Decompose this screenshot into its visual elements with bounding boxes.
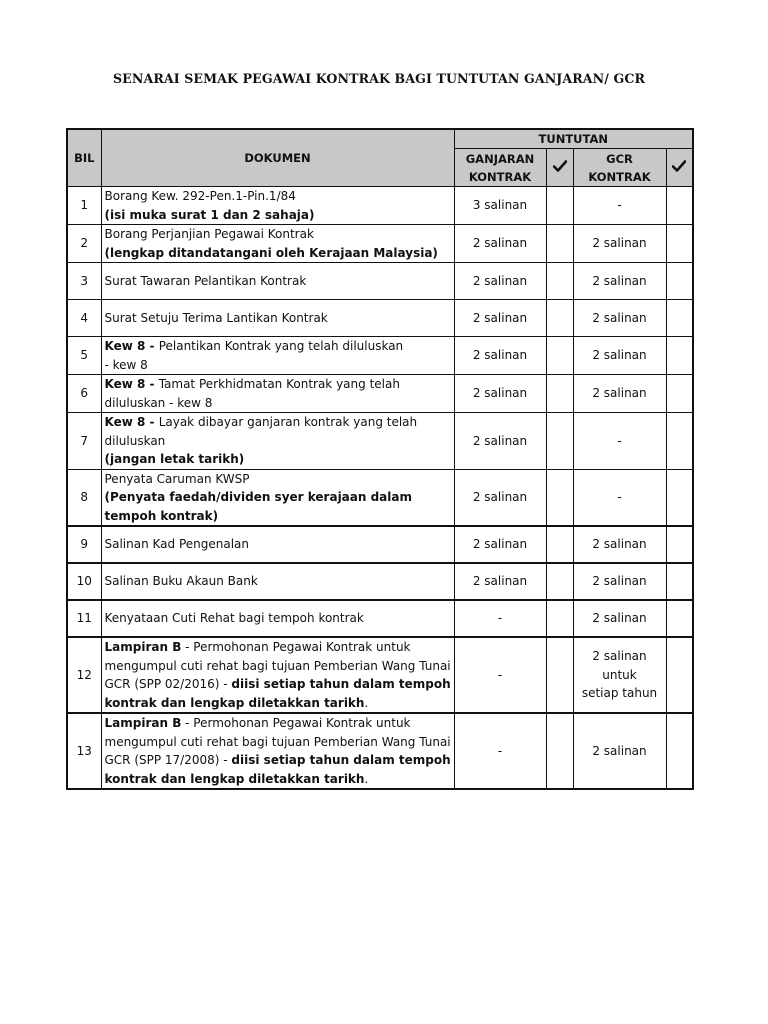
document-text-bold: (jangan letak tarikh) [104, 452, 245, 466]
gcr-copies-line: untuk [602, 667, 637, 682]
gcr-checkbox-cell[interactable] [666, 413, 693, 470]
table-row [67, 375, 693, 413]
document-text-bold: diisi setiap tahun dalam tempoh kontrak dan lengkap diletakkan tarikh [104, 753, 451, 786]
document-description [101, 563, 454, 600]
ganjaran-checkbox-cell[interactable] [546, 713, 573, 789]
document-description [101, 526, 454, 563]
gcr-copies: - [573, 413, 666, 470]
row-number: 4 [67, 300, 101, 337]
gcr-checkbox-cell[interactable] [666, 187, 693, 225]
document-text: Borang Kew. 292-Pen.1-Pin.1/84 [104, 189, 296, 203]
table-row [67, 337, 693, 375]
document-text: Penyata Caruman KWSP [104, 471, 250, 486]
gcr-copies-line: 2 salinan [592, 649, 647, 664]
gcr-copies: - [573, 187, 666, 225]
row-number: 1 [67, 187, 101, 225]
header-tuntutan: TUNTUTAN [454, 129, 693, 149]
document-text-bold: (isi muka surat 1 dan 2 sahaja) [104, 207, 315, 222]
document-description [101, 300, 454, 337]
document-text: Tamat Perkhidmatan Kontrak yang telah [158, 377, 400, 391]
gcr-checkbox-cell[interactable] [666, 713, 693, 789]
ganjaran-copies: - [454, 713, 546, 789]
document-description [101, 263, 454, 300]
row-number: 7 [67, 413, 101, 470]
document-text-bold: Lampiran B [104, 716, 182, 730]
document-text: - Permohonan Pegawai Kontrak untuk mengumpul cuti rehat bagi tujuan Pemberian Wang Tunai GCR (SPP 17/2008) - [104, 716, 451, 767]
row-number: 9 [67, 526, 101, 563]
document-description [101, 469, 454, 526]
gcr-checkbox-cell[interactable] [666, 225, 693, 263]
ganjaran-copies: 2 salinan [454, 300, 546, 337]
gcr-checkbox-cell[interactable] [666, 637, 693, 713]
row-number: 3 [67, 263, 101, 300]
ganjaran-checkbox-cell[interactable] [546, 187, 573, 225]
document-text-bold: Lampiran B [104, 640, 182, 654]
document-text: Pelantikan Kontrak yang telah diluluskan [158, 339, 404, 353]
document-description [101, 600, 454, 637]
header-dokumen: DOKUMEN [101, 129, 454, 187]
header-ganjaran-kontrak [454, 149, 546, 187]
document-text: diluluskan - kew 8 [104, 395, 213, 410]
document-text-bold: Kew 8 - [104, 377, 159, 391]
gcr-checkbox-cell[interactable] [666, 263, 693, 300]
ganjaran-checkbox-cell[interactable] [546, 526, 573, 563]
gcr-copies: 2 salinan [573, 713, 666, 789]
checkmark-icon [553, 160, 567, 175]
ganjaran-checkbox-cell[interactable] [546, 225, 573, 263]
ganjaran-checkbox-cell[interactable] [546, 263, 573, 300]
document-description [101, 187, 454, 225]
gcr-copies: 2 salinan [573, 263, 666, 300]
document-description [101, 413, 454, 470]
ganjaran-copies: 2 salinan [454, 526, 546, 563]
row-number: 11 [67, 600, 101, 637]
row-number: 12 [67, 637, 101, 713]
row-number: 13 [67, 713, 101, 789]
header-gcr-kontrak: GCR KONTRAK [573, 149, 666, 187]
gcr-checkbox-cell[interactable] [666, 469, 693, 526]
row-number: 8 [67, 469, 101, 526]
table-row [67, 637, 693, 713]
document-text: Borang Perjanjian Pegawai Kontrak [104, 227, 314, 241]
row-number: 5 [67, 337, 101, 375]
ganjaran-copies: 2 salinan [454, 469, 546, 526]
page-title: SENARAI SEMAK PEGAWAI KONTRAK BAGI TUNTUTAN GANJARAN/ GCR [112, 71, 646, 86]
row-number: 6 [67, 375, 101, 413]
document-description [101, 713, 454, 789]
document-text-bold: (Penyata faedah/dividen syer kerajaan dalam tempoh kontrak) [104, 490, 412, 523]
header-ganjaran-line1: GANJARAN [465, 151, 535, 166]
checklist-table [66, 128, 694, 790]
gcr-copies: 2 salinan [573, 375, 666, 413]
document-text: Salinan Kad Pengenalan [104, 537, 250, 552]
document-text: - kew 8 [104, 357, 148, 372]
ganjaran-checkbox-cell[interactable] [546, 413, 573, 470]
checkmark-icon [672, 160, 686, 175]
ganjaran-checkbox-cell[interactable] [546, 375, 573, 413]
header-ganjaran-line2: KONTRAK [468, 169, 532, 184]
table-row [67, 713, 693, 789]
ganjaran-copies: - [454, 600, 546, 637]
ganjaran-checkbox-cell[interactable] [546, 563, 573, 600]
gcr-checkbox-cell[interactable] [666, 526, 693, 563]
document-text-bold: Kew 8 - [104, 415, 159, 429]
document-text: Surat Tawaran Pelantikan Kontrak [104, 273, 307, 288]
document-description [101, 337, 454, 375]
table-row [67, 526, 693, 563]
table-row [67, 563, 693, 600]
gcr-copies-line: setiap tahun [581, 686, 658, 701]
document-description [101, 225, 454, 263]
table-row [67, 600, 693, 637]
gcr-copies: - [573, 469, 666, 526]
document-text: Salinan Buku Akaun Bank [104, 574, 258, 589]
gcr-copies: 2 salinan [573, 563, 666, 600]
gcr-copies: 2 salinan [573, 337, 666, 375]
document-text-bold: (lengkap ditandatangani oleh Kerajaan Malaysia) [104, 245, 438, 260]
row-number: 2 [67, 225, 101, 263]
document-text: Kenyataan Cuti Rehat bagi tempoh kontrak [104, 611, 364, 626]
ganjaran-copies: 2 salinan [454, 375, 546, 413]
header-bil: BIL [67, 129, 101, 187]
row-number: 10 [67, 563, 101, 600]
ganjaran-checkbox-cell[interactable] [546, 600, 573, 637]
header-ganjaran-check [546, 149, 573, 187]
document-text: . [364, 771, 369, 786]
gcr-checkbox-cell[interactable] [666, 375, 693, 413]
document-text: Layak dibayar ganjaran kontrak yang telah diluluskan [104, 415, 418, 448]
ganjaran-copies: 2 salinan [454, 413, 546, 470]
ganjaran-checkbox-cell[interactable] [546, 469, 573, 526]
table-row [67, 225, 693, 263]
ganjaran-copies: - [454, 637, 546, 713]
ganjaran-copies: 2 salinan [454, 263, 546, 300]
table-row [67, 469, 693, 526]
gcr-copies: 2 salinan [573, 225, 666, 263]
gcr-copies: 2 salinan [573, 526, 666, 563]
document-text-bold: Kew 8 - [104, 339, 159, 353]
ganjaran-checkbox-cell[interactable] [546, 337, 573, 375]
ganjaran-copies: 3 salinan [454, 187, 546, 225]
document-text: Surat Setuju Terima Lantikan Kontrak [104, 310, 328, 325]
gcr-copies [573, 637, 666, 713]
gcr-checkbox-cell[interactable] [666, 337, 693, 375]
ganjaran-checkbox-cell[interactable] [546, 637, 573, 713]
gcr-checkbox-cell[interactable] [666, 300, 693, 337]
ganjaran-copies: 2 salinan [454, 563, 546, 600]
table-row [67, 300, 693, 337]
document-description [101, 637, 454, 713]
table-row [67, 413, 693, 470]
gcr-copies: 2 salinan [573, 300, 666, 337]
table-row [67, 187, 693, 225]
ganjaran-copies: 2 salinan [454, 337, 546, 375]
gcr-checkbox-cell[interactable] [666, 563, 693, 600]
document-text: . [364, 695, 369, 710]
header-gcr-check [666, 149, 693, 187]
ganjaran-checkbox-cell[interactable] [546, 300, 573, 337]
gcr-copies: 2 salinan [573, 600, 666, 637]
document-text-bold: diisi setiap tahun dalam tempoh kontrak dan lengkap diletakkan tarikh [104, 677, 451, 710]
document-text: - Permohonan Pegawai Kontrak untuk mengumpul cuti rehat bagi tujuan Pemberian Wang Tunai GCR (SPP 02/2016) - [104, 640, 451, 691]
gcr-checkbox-cell[interactable] [666, 600, 693, 637]
ganjaran-copies: 2 salinan [454, 225, 546, 263]
table-row [67, 263, 693, 300]
document-description [101, 375, 454, 413]
